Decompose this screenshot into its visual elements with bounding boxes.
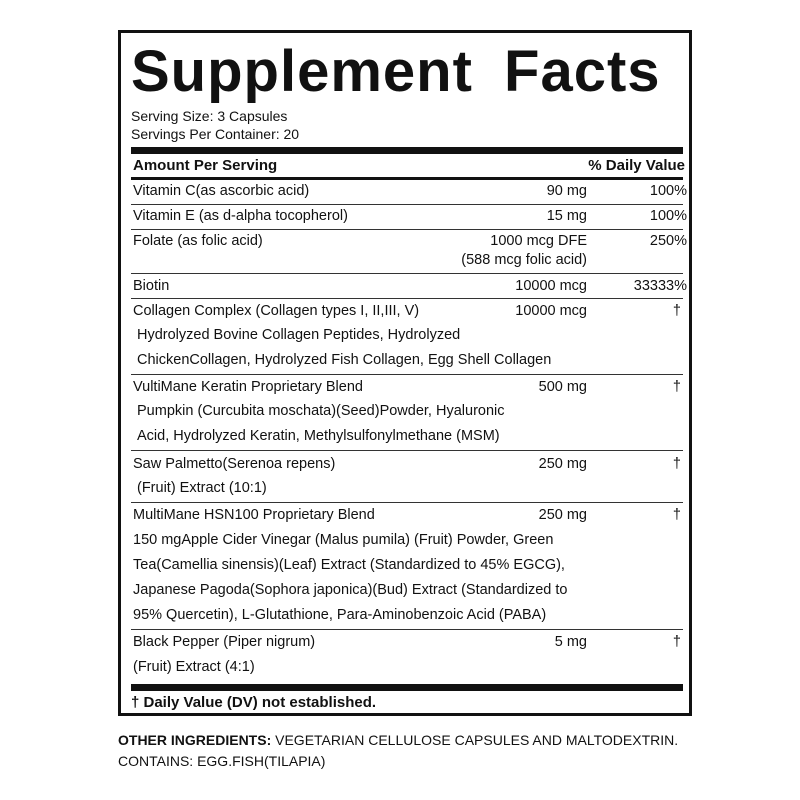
blend-ingredients: ChickenCollagen, Hydrolyzed Fish Collagen, Egg Shell Collagen bbox=[137, 352, 552, 368]
blend-name: Collagen Complex (Collagen types I, II,III, V) bbox=[133, 303, 420, 319]
supplement-facts-panel bbox=[118, 30, 692, 716]
daily-value-header: % Daily Value bbox=[588, 157, 685, 174]
servings-per-container: Servings Per Container: 20 bbox=[131, 126, 300, 142]
dagger-mark: † bbox=[672, 507, 681, 523]
row-divider bbox=[131, 273, 683, 274]
blend-name: MultiMane HSN100 Proprietary Blend bbox=[133, 507, 375, 523]
nutrient-amount: 1000 mcg DFE bbox=[490, 233, 587, 249]
blend-ingredients: Pumpkin (Curcubita moschata)(Seed)Powder, Hyaluronic bbox=[137, 403, 505, 419]
blend-name: VultiMane Keratin Proprietary Blend bbox=[133, 379, 363, 395]
row-divider bbox=[131, 229, 683, 230]
nutrient-amount-detail: (588 mcg folic acid) bbox=[461, 252, 587, 268]
serving-size: Serving Size: 3 Capsules bbox=[131, 108, 288, 124]
dagger-mark: † bbox=[672, 379, 681, 395]
blend-name: Black Pepper (Piper nigrum) bbox=[133, 634, 316, 650]
thick-divider bbox=[131, 684, 683, 691]
header-divider bbox=[131, 177, 683, 180]
blend-ingredients: Hydrolyzed Bovine Collagen Peptides, Hydrolyzed bbox=[137, 327, 461, 343]
nutrient-amount: 15 mg bbox=[546, 208, 587, 224]
allergen-contains: CONTAINS: EGG.FISH(TILAPIA) bbox=[118, 753, 326, 769]
nutrient-dv: 250% bbox=[649, 233, 687, 249]
thick-divider bbox=[131, 147, 683, 154]
nutrient-name: Folate (as folic acid) bbox=[133, 233, 263, 249]
row-divider bbox=[131, 450, 683, 451]
daily-value-footnote: † Daily Value (DV) not established. bbox=[131, 694, 377, 711]
blend-amount: 5 mg bbox=[554, 634, 587, 650]
blend-ingredients: 150 mgApple Cider Vinegar (Malus pumila) (Fruit) Powder, Green bbox=[133, 532, 554, 548]
other-ingredients-label: OTHER INGREDIENTS: bbox=[118, 732, 272, 748]
dagger-mark: † bbox=[672, 456, 681, 472]
nutrient-amount: 10000 mcg bbox=[515, 278, 587, 294]
blend-amount: 250 mg bbox=[538, 456, 587, 472]
blend-ingredients: 95% Quercetin), L-Glutathione, Para-Aminobenzoic Acid (PABA) bbox=[133, 607, 547, 623]
nutrient-name: Vitamin E (as d-alpha tocopherol) bbox=[133, 208, 348, 224]
blend-ingredients: Japanese Pagoda(Sophora japonica)(Bud) Extract (Standardized to bbox=[133, 582, 568, 598]
blend-amount: 500 mg bbox=[538, 379, 587, 395]
panel-title: Supplement Facts bbox=[131, 39, 661, 104]
nutrient-name: Vitamin C(as ascorbic acid) bbox=[133, 183, 310, 199]
row-divider bbox=[131, 374, 683, 375]
blend-ingredients: Acid, Hydrolyzed Keratin, Methylsulfonylmethane (MSM) bbox=[137, 428, 500, 444]
dagger-mark: † bbox=[672, 303, 681, 319]
amount-per-serving-header: Amount Per Serving bbox=[133, 157, 278, 174]
blend-amount: 250 mg bbox=[538, 507, 587, 523]
other-ingredients bbox=[118, 730, 678, 750]
nutrient-dv: 100% bbox=[649, 183, 687, 199]
row-divider bbox=[131, 629, 683, 630]
row-divider bbox=[131, 204, 683, 205]
blend-amount: 10000 mcg bbox=[515, 303, 587, 319]
nutrient-amount: 90 mg bbox=[546, 183, 587, 199]
other-ingredients-value: VEGETARIAN CELLULOSE CAPSULES AND MALTODEXTRIN. bbox=[271, 732, 679, 748]
dagger-mark: † bbox=[672, 634, 681, 650]
nutrient-dv: 100% bbox=[649, 208, 687, 224]
blend-ingredients: (Fruit) Extract (10:1) bbox=[137, 480, 267, 496]
nutrient-name: Biotin bbox=[133, 278, 170, 294]
row-divider bbox=[131, 502, 683, 503]
blend-ingredients: Tea(Camellia sinensis)(Leaf) Extract (Standardized to 45% EGCG), bbox=[133, 557, 565, 573]
blend-ingredients: (Fruit) Extract (4:1) bbox=[133, 659, 255, 675]
blend-name: Saw Palmetto(Serenoa repens) bbox=[133, 456, 336, 472]
row-divider bbox=[131, 298, 683, 299]
nutrient-dv: 33333% bbox=[633, 278, 687, 294]
